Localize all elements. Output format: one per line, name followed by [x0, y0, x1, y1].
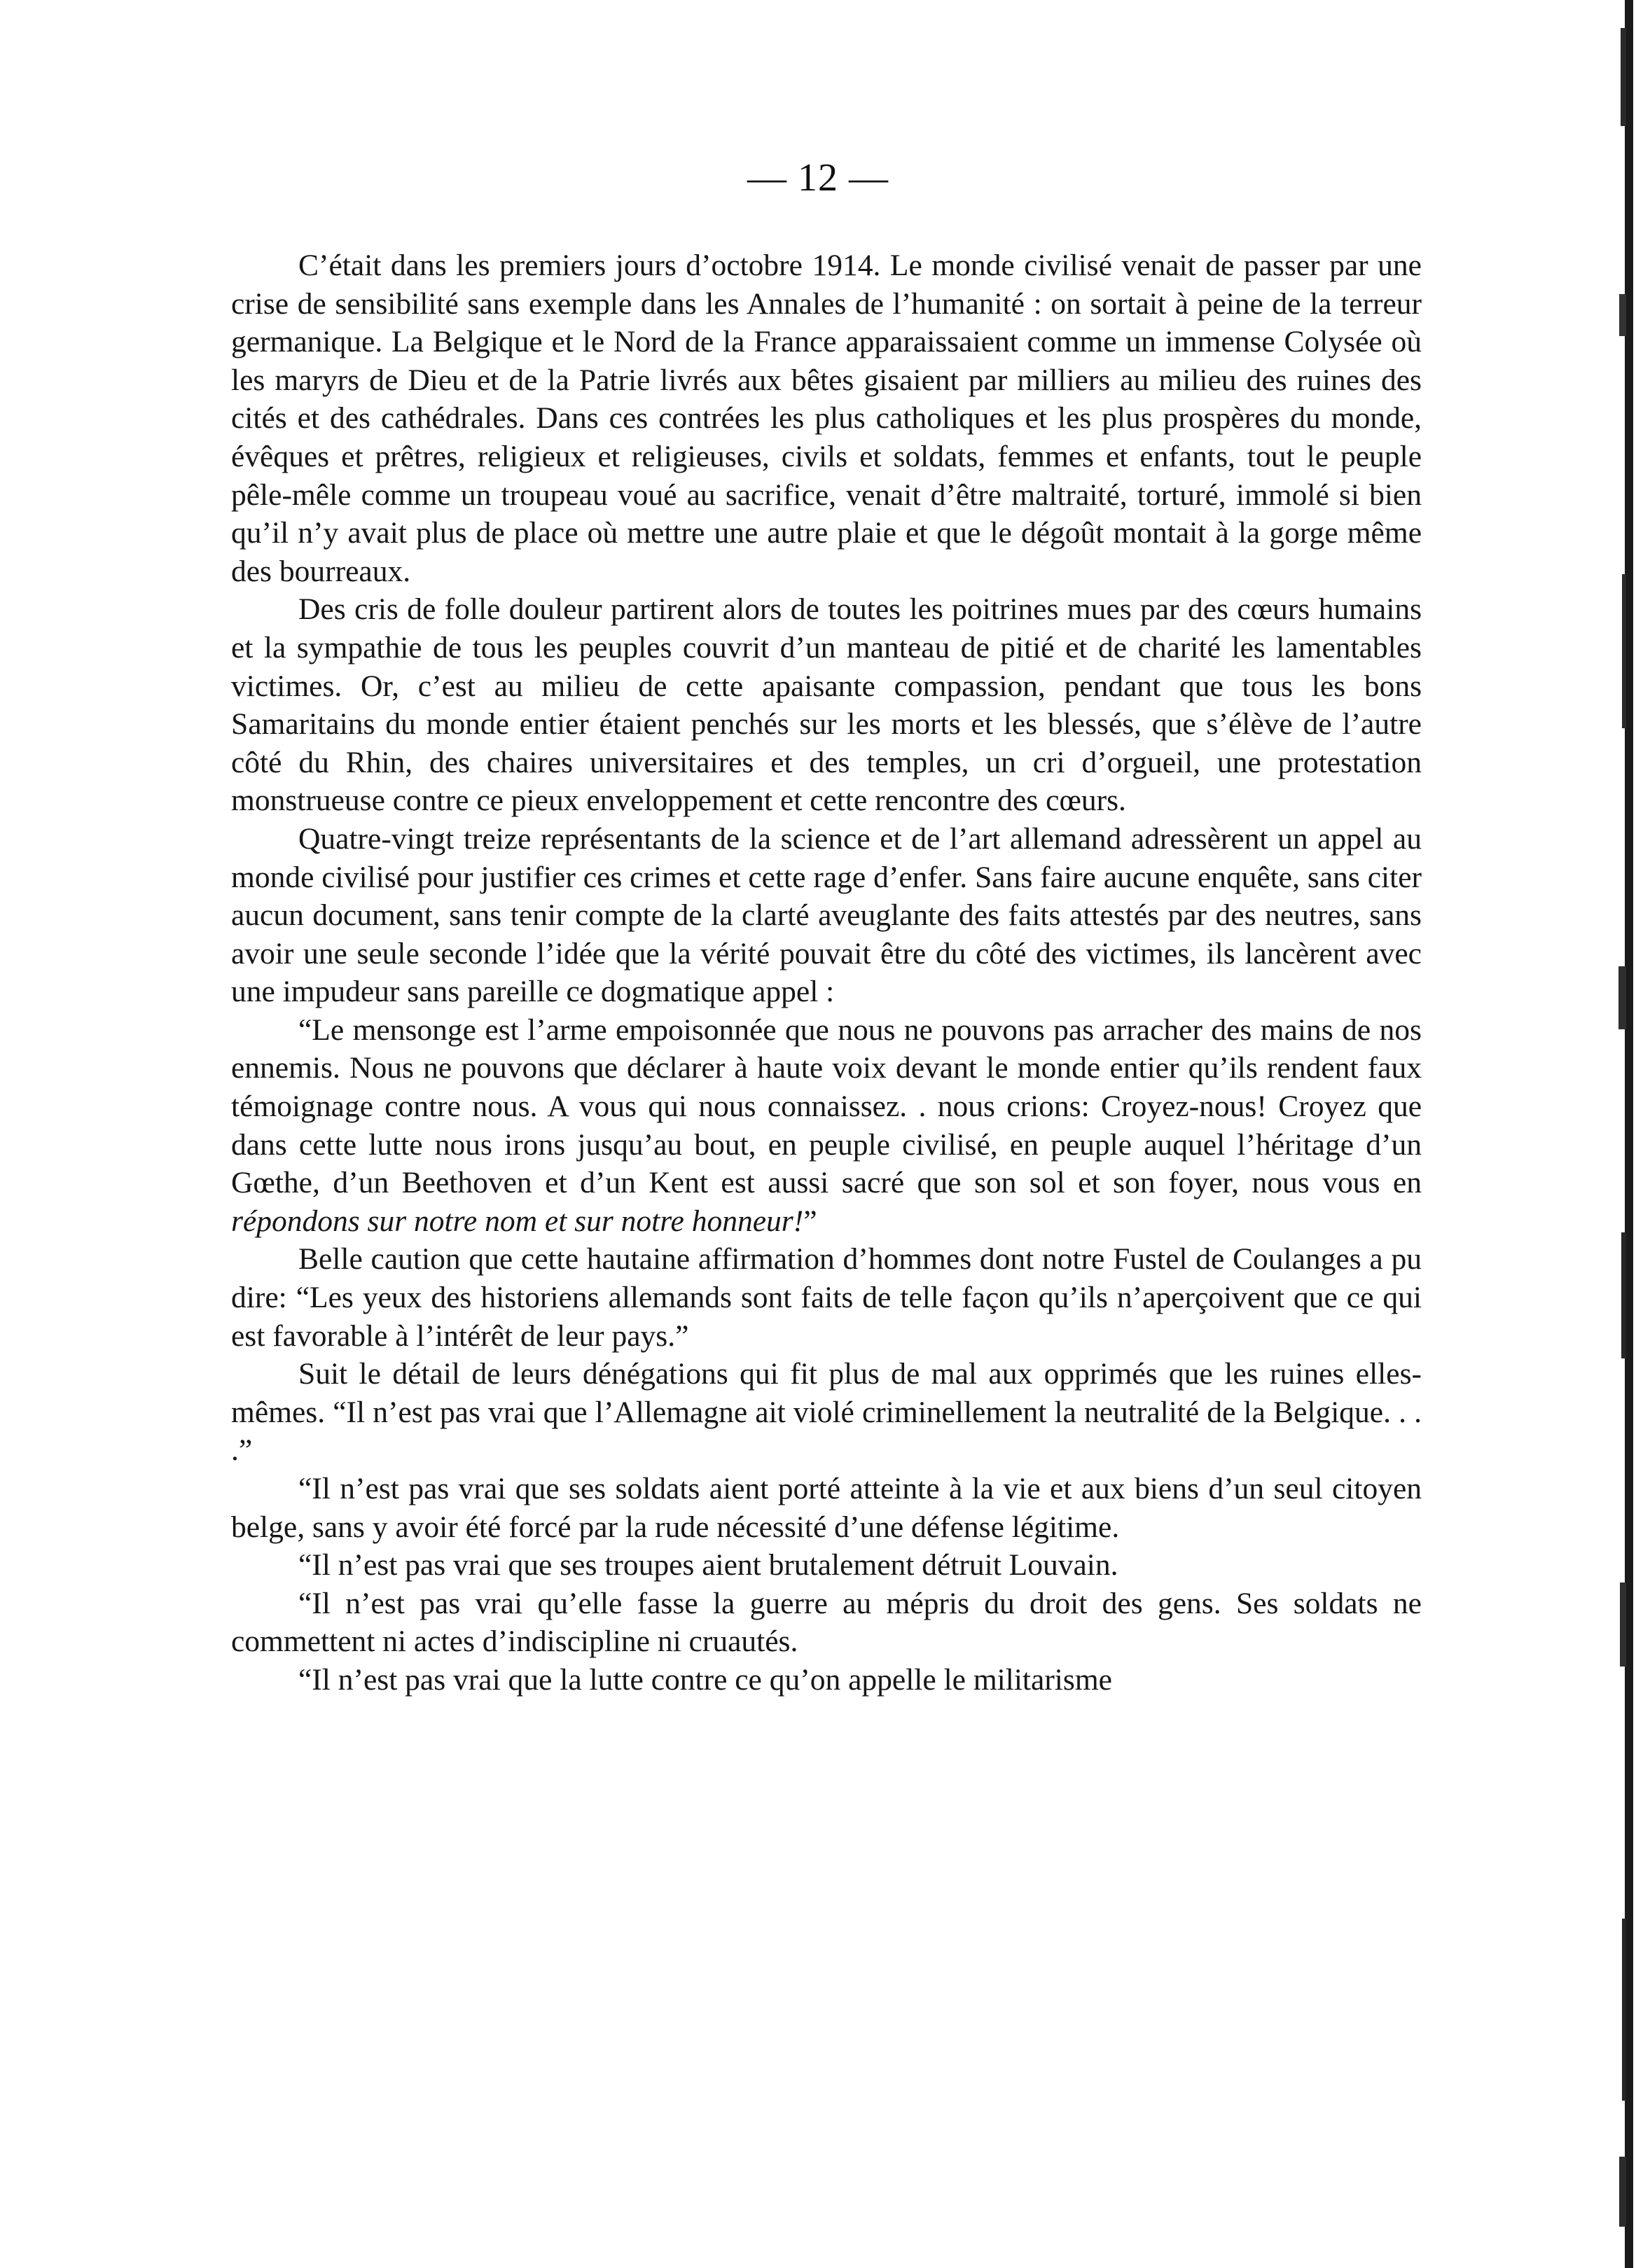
quote-text: “Le mensonge est l’arme empoisonnée que nous ne pouvons pas arracher des mains de nos ennemis. Nous ne pouvons que déclarer à haute voix devant le monde entier qu’ils rendent faux témoignage contre nous. A vous qui nous connaissez. . nous crions: Croyez-nous! Croyez que dans cette lutte nous irons jusqu’au bout, en peuple civilisé, en peuple auquel l’héritage d’un Gœthe, d’un Beethoven et d’un Kent est aussi sacré que son sol et son foyer, nous vous en — [231, 1013, 1422, 1200]
paragraph-9: “Il n’est pas vrai qu’elle fasse la guerre au mépris du droit des gens. Ses soldats ne commettent ni actes d’indiscipline ni cruautés. — [231, 1586, 1422, 1659]
scan-binding-edge — [1618, 0, 1636, 2268]
paragraph-2: Des cris de folle douleur partirent alors de toutes les poitrines mues par des cœurs humains et la sympathie de tous les peuples couvrit d’un manteau de pitié et de charité les lamentables victimes. Or, c’est au milieu de cette apaisante compassion, pendant que tous les bons Samaritains du monde entier étaient penchés sur les morts et les blessés, que s’élève de l’autre côté du Rhin, des chaires universitaires et des temples, un cri d’orgueil, une protestation monstrueuse contre ce pieux enveloppement et cette rencontre des cœurs. — [231, 592, 1422, 818]
paragraph-1: C’était dans les premiers jours d’octobre 1914. Le monde civilisé venait de passer par une crise de sensibilité sans exemple dans les Annales de l’humanité : on sortait à peine de la terreur germanique. La Belgique et le Nord de la France apparaissaient comme un immense Colysée où les maryrs de Dieu et de la Patrie livrés aux bêtes gisaient par milliers au milieu des ruines des cités et des cathédrales. Dans ces contrées les plus catholiques et les plus prospères du monde, évêques et prêtres, religieux et religieuses, civils et soldats, femmes et enfants, tout le peuple pêle-mêle comme un troupeau voué au sacrifice, venait d’être maltraité, torturé, immolé si bien qu’il n’y avait plus de place où mettre une autre plaie et que le dégoût montait à la gorge même des bourreaux. — [231, 249, 1422, 588]
paragraph-4-quote — [231, 1011, 1422, 1241]
page-number: — 12 — — [747, 156, 889, 200]
paragraph-6: Suit le détail de leurs dénégations qui fit plus de mal aux opprimés que les ruines elles-mêmes. “Il n’est pas vrai que l’Allemagne ait violé criminellement la neutralité de la Belgique. . . .” — [231, 1357, 1422, 1468]
quote-closing-mark: ” — [803, 1204, 817, 1238]
paragraph-3: Quatre-vingt treize représentants de la science et de l’art allemand adressèrent un appel au monde civilisé pour justifier ces crimes et cette rage d’enfer. Sans faire aucune enquête, sans citer aucun document, sans tenir compte de la clarté aveuglante des faits attestés par des neutres, sans avoir une seule seconde l’idée que la vérité pouvait être du côté des victimes, ils lancèrent avec une impudeur sans pareille ce dogmatique appel : — [231, 821, 1422, 1009]
quote-italic-text: répondons sur notre nom et sur notre honneur! — [231, 1204, 804, 1238]
paragraph-8: “Il n’est pas vrai que ses troupes aient brutalement détruit Louvain. — [298, 1548, 1118, 1582]
paragraph-7: “Il n’est pas vrai que ses soldats aient porté atteinte à la vie et aux biens d’un seul citoyen belge, sans y avoir été forcé par la rude nécessité d’une défense légitime. — [231, 1472, 1422, 1544]
paragraph-5: Belle caution que cette hautaine affirmation d’hommes dont notre Fustel de Coulanges a pu dire: “Les yeux des historiens allemands sont faits de telle façon qu’ils n’aperçoivent que ce qui est favorable à l’intérêt de leur pays.” — [231, 1242, 1422, 1353]
body-text — [231, 246, 1422, 1699]
paragraph-10: “Il n’est pas vrai que la lutte contre ce qu’on appelle le militarisme — [298, 1662, 1112, 1697]
binding-edge-graphic — [1618, 0, 1636, 2268]
